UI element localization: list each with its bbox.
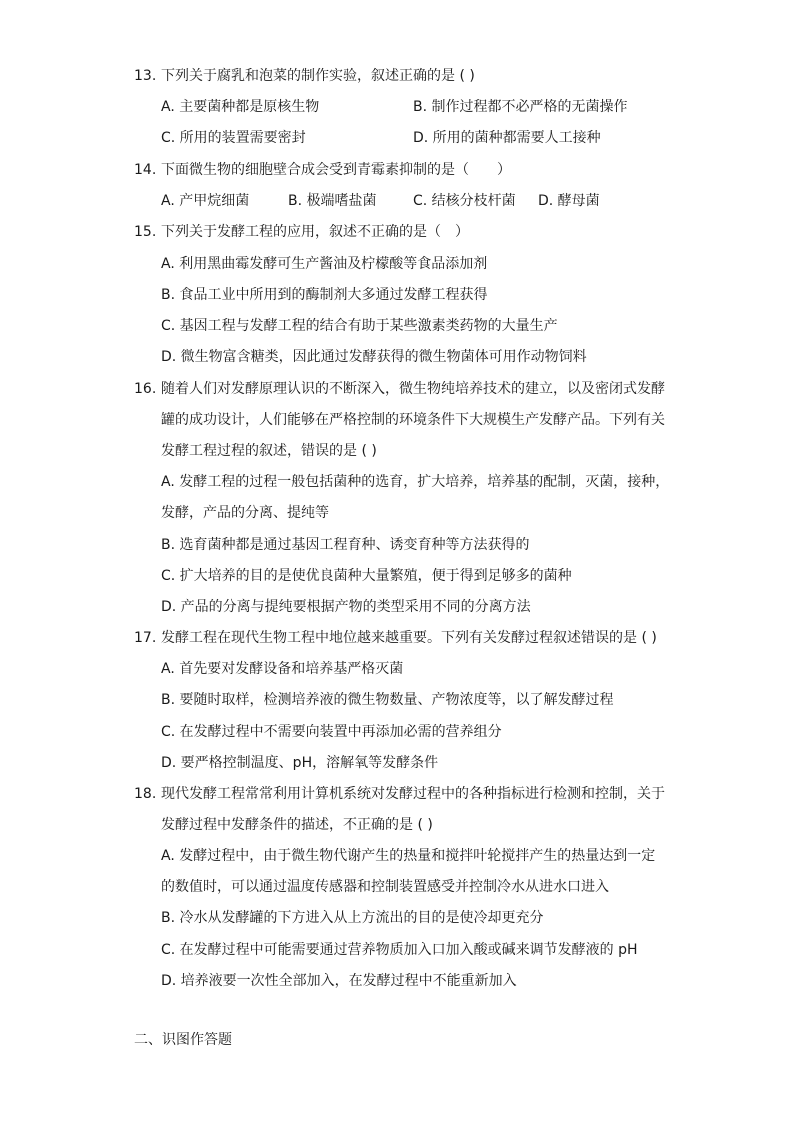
option-d: D. 产品的分离与提纯要根据产物的类型采用不同的分离方法 [161, 599, 531, 615]
option-c: C. 基因工程与发酵工程的结合有助于某些激素类药物的大量生产 [161, 318, 558, 334]
question-number: 17. [134, 630, 157, 646]
option-a-line-1: A. 发酵工程的过程一般包括菌种的选育，扩大培养，培养基的配制，灭菌，接种， [161, 474, 670, 490]
question-stem: 下列关于发酵工程的应用，叙述不正确的是（ ） [161, 224, 469, 240]
option-b: B. 食品工业中所用到的酶制剂大多通过发酵工程获得 [161, 287, 488, 303]
option-c: C. 扩大培养的目的是使优良菌种大量繁殖，便于得到足够多的菌种 [161, 568, 572, 584]
option-b: B. 要随时取样，检测培养液的微生物数量、产物浓度等，以了解发酵过程 [161, 692, 614, 708]
option-c: C. 所用的装置需要密封 [161, 130, 306, 146]
question-stem-line-1: 随着人们对发酵原理认识的不断深入，微生物纯培养技术的建立，以及密闭式发酵 [161, 381, 665, 397]
question-number: 13. [134, 68, 157, 84]
question-number: 18. [134, 786, 157, 802]
question-number: 15. [134, 224, 157, 240]
option-c: C. 结核分枝杆菌 [413, 193, 516, 209]
option-d: D. 酵母菌 [538, 193, 600, 209]
option-d: D. 微生物富含糖类，因此通过发酵获得的微生物菌体可用作动物饲料 [161, 349, 587, 365]
option-d: D. 要严格控制温度、pH，溶解氧等发酵条件 [161, 755, 439, 771]
option-c: C. 在发酵过程中可能需要通过营养物质加入口加入酸或碱来调节发酵液的 pH [161, 942, 638, 958]
option-d: D. 所用的菌种都需要人工接种 [413, 130, 601, 146]
option-c: C. 在发酵过程中不需要向装置中再添加必需的营养组分 [161, 724, 502, 740]
option-a-line-1: A. 发酵过程中，由于微生物代谢产生的热量和搅拌叶轮搅拌产生的热量达到一定 [161, 848, 656, 864]
option-b: B. 极端嗜盐菌 [288, 193, 377, 209]
option-a: A. 首先要对发酵设备和培养基严格灭菌 [161, 661, 404, 677]
option-a-line-2: 发酵，产品的分离、提纯等 [161, 505, 329, 521]
option-b: B. 制作过程都不必严格的无菌操作 [413, 99, 628, 115]
option-b: B. 冷水从发酵罐的下方进入从上方流出的目的是使冷却更充分 [161, 910, 544, 926]
option-a-line-2: 的数值时，可以通过温度传感器和控制装置感受并控制冷水从进水口进入 [161, 879, 609, 895]
question-stem-line-2: 发酵过程中发酵条件的描述，不正确的是 ( ) [161, 817, 433, 833]
question-stem: 下列关于腐乳和泡菜的制作实验，叙述正确的是 ( ) [161, 68, 475, 84]
option-b: B. 选育菌种都是通过基因工程育种、诱变育种等方法获得的 [161, 537, 530, 553]
question-stem-line-1: 现代发酵工程常常利用计算机系统对发酵过程中的各种指标进行检测和控制，关于 [161, 786, 665, 802]
section-heading: 二、识图作答题 [134, 1032, 232, 1048]
option-a: A. 利用黑曲霉发酵可生产酱油及柠檬酸等食品添加剂 [161, 256, 488, 272]
question-stem: 下面微生物的细胞壁合成会受到青霉素抑制的是（ ） [161, 162, 511, 178]
question-number: 14. [134, 162, 157, 178]
question-stem: 发酵工程在现代生物工程中地位越来越重要。下列有关发酵过程叙述错误的是 ( ) [161, 630, 657, 646]
option-d: D. 培养液要一次性全部加入，在发酵过程中不能重新加入 [161, 973, 517, 989]
option-a: A. 主要菌种都是原核生物 [161, 99, 320, 115]
question-stem-line-2: 罐的成功设计，人们能够在严格控制的环境条件下大规模生产发酵产品。下列有关 [161, 412, 665, 428]
question-number: 16. [134, 381, 157, 397]
option-a: A. 产甲烷细菌 [161, 193, 250, 209]
question-stem-line-3: 发酵工程过程的叙述，错误的是 ( ) [161, 443, 377, 459]
